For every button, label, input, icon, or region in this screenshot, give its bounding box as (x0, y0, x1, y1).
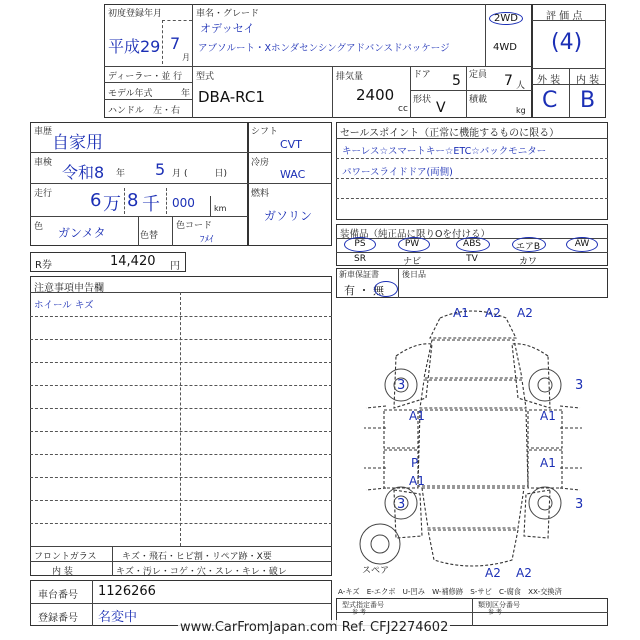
color-label: 色 (34, 222, 44, 232)
damage-mark-wheel-fr: 3 (575, 378, 584, 393)
color-code-label: 色コード (176, 221, 213, 231)
recycle-unit: 円 (170, 261, 180, 272)
damage-mark-rear-left: A2 (485, 566, 501, 580)
first-reg-year: 平成29 (108, 37, 161, 56)
damage-mark-left-rear-door: A1 (409, 474, 425, 488)
damage-mark-front-left: A1 (453, 306, 469, 320)
inspection-day: ( 日) (184, 169, 228, 179)
car-name: オデッセイ (200, 22, 255, 35)
front-glass-label: フロントガラス (34, 552, 97, 562)
mileage-rest: 000 (172, 196, 195, 210)
header-box (104, 4, 532, 118)
doors-label: ドア (413, 70, 431, 80)
mileage-man-unit: 万 (103, 194, 121, 215)
sales-point-2: パワースライドドア(両側) (342, 167, 453, 178)
damage-mark-wheel-rl: 3 (397, 497, 406, 512)
inspection-label: 車検 (34, 158, 53, 168)
watermark: www.CarFromJapan.com Ref. CFJ2274602 (180, 620, 449, 635)
first-reg-label: 初度登録年月 (108, 9, 163, 19)
load-unit: kg (516, 106, 526, 115)
front-glass-value: キズ・飛石・ヒビ割・リペア跡・X要 (122, 552, 272, 562)
model-ref-label: 型式指定番号 (342, 601, 384, 609)
recycle-label: R券 (35, 260, 52, 271)
damage-mark-left-rear-p: P (411, 456, 419, 470)
warranty-label: 新車保証書 (339, 270, 379, 279)
mileage-sen-unit: 千 (142, 194, 160, 215)
chassis-number: 1126266 (98, 584, 156, 599)
interior-label: 内 装 (576, 75, 600, 86)
notes-title: 注意事項申告欄 (34, 283, 104, 294)
mileage-unit: km (214, 204, 227, 213)
model-label: 型式 (196, 72, 215, 82)
equip-ps: PS (354, 239, 366, 249)
equip-airbag: エアB (515, 242, 541, 252)
class-ref-label: 類別区分番号 (478, 601, 520, 609)
damage-mark-right-rear-door: A1 (540, 456, 556, 470)
equip-abs: ABS (463, 239, 481, 249)
damage-mark-front-center: A2 (485, 306, 501, 320)
first-reg-month: 7 (170, 34, 181, 53)
equip-pw: PW (404, 239, 420, 249)
car-diagram (336, 298, 608, 588)
interior-score: B (580, 88, 596, 113)
inspection-month: 5 (155, 160, 166, 179)
fuel: ガソリン (264, 209, 313, 223)
shape-label: 形状 (413, 95, 432, 105)
grade-label: 評 価 点 (546, 11, 583, 22)
model-code: DBA-RC1 (198, 88, 265, 106)
note-1: ホイール キズ (34, 300, 94, 311)
color: ガンメタ (58, 226, 106, 240)
damage-mark-rear-right: A2 (516, 566, 532, 580)
shape: V (436, 100, 446, 116)
capacity-label: 定員 (469, 70, 488, 80)
equipment-title: 装備品（純正品に限りOを付ける） (340, 229, 490, 240)
model-ref-sub: 参 考 (352, 609, 366, 616)
inspection-month-unit: 月 (172, 169, 182, 179)
ac-label: 冷房 (251, 158, 270, 168)
reg-label: 登録番号 (38, 613, 78, 624)
ac: WAC (280, 168, 306, 181)
grade-score: (4) (551, 30, 583, 55)
exterior-label: 外 装 (537, 75, 561, 86)
equip-tv: TV (466, 254, 478, 264)
month-unit: 月 (182, 53, 190, 62)
damage-mark-left-front-door: A1 (409, 409, 425, 423)
reg-number: 名変中 (98, 610, 138, 625)
mileage-sen: 8 (127, 190, 139, 211)
recycle-amount: 14,420 (110, 254, 156, 269)
equip-leather: カワ (518, 257, 537, 267)
handle-label: ハンドル 左・右 (108, 106, 181, 116)
spare-label: スペア (362, 566, 390, 576)
color-change-label: 色替 (140, 231, 159, 241)
equip-aw: AW (574, 239, 590, 249)
damage-mark-wheel-rr: 3 (575, 497, 584, 512)
warranty-value: 有 ・ 無 (344, 284, 384, 297)
sales-point-1: キーレス☆スマートキー☆ETC☆バックモニター (342, 146, 547, 157)
after-items-label: 後日品 (402, 270, 426, 279)
car-grade: アブソルート・Xホンダセンシングアドバンスドパッケージ (198, 43, 450, 54)
load-label: 積載 (469, 95, 488, 105)
class-ref-sub: 参 考 (488, 609, 502, 616)
interior-cond-label: 内 装 (52, 567, 73, 577)
drive-4wd: 4WD (493, 42, 517, 53)
displacement: 2400 (356, 86, 395, 104)
notes-box (30, 276, 332, 576)
model-year-label: モデル年式 (108, 89, 153, 99)
capacity-unit: 人 (516, 81, 526, 91)
displacement-label: 排気量 (336, 72, 364, 82)
usage: 自家用 (52, 133, 103, 153)
equip-navi: ナビ (402, 257, 421, 267)
car-name-label: 車名・グレード (196, 9, 260, 19)
fuel-label: 燃料 (251, 189, 270, 199)
damage-mark-right-front-door: A1 (540, 409, 556, 423)
chassis-label: 車台番号 (38, 590, 78, 601)
damage-mark-front-right: A2 (517, 306, 533, 320)
mileage-label: 走行 (34, 189, 53, 199)
doors: 5 (452, 73, 461, 89)
damage-legend: A-キズ E-エクボ U-凹み W-補修跡 S-サビ C-腐食 XX-交換済 (338, 587, 562, 596)
recycle-box (30, 252, 186, 272)
inspection-year-unit: 年 (116, 169, 126, 179)
drive-2wd: 2WD (489, 12, 523, 25)
dealer-label: ディーラー・並 行 (108, 72, 183, 82)
inspection-era: 令和8 (62, 163, 105, 182)
equip-sr: SR (354, 254, 366, 264)
damage-mark-wheel-fl: 3 (397, 378, 406, 393)
exterior-score: C (542, 88, 558, 113)
shift-label: シフト (251, 127, 279, 137)
capacity: 7 (504, 73, 513, 89)
color-code: ﾌﾒｲ (200, 235, 214, 245)
sales-points-title: セールスポイント（正常に機能するものに限る） (340, 128, 560, 139)
displacement-unit: cc (398, 104, 408, 114)
interior-cond-value: キズ・汚レ・コゲ・穴・スレ・キレ・破レ (116, 567, 287, 577)
shift: CVT (280, 138, 302, 151)
usage-label: 車歴 (34, 127, 53, 137)
mileage-man: 6 (90, 190, 102, 211)
model-year-unit: 年 (181, 89, 191, 99)
